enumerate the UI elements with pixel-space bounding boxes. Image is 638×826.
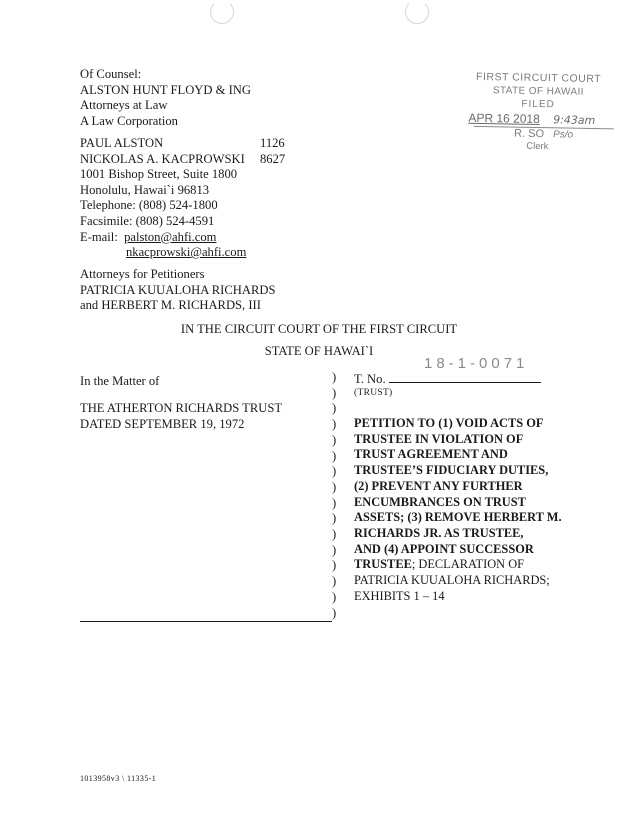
bracket: ) — [332, 589, 337, 604]
address-city: Honolulu, Hawai`i 96813 — [80, 182, 210, 197]
bracket: ) — [332, 495, 337, 510]
trust-name-line-2: DATED SEPTEMBER 19, 1972 — [80, 416, 245, 431]
petition-line: RICHARDS JR. AS TRUSTEE, — [354, 525, 524, 540]
bracket: ) — [332, 479, 337, 494]
petition-line-mixed — [354, 557, 584, 573]
address-street: 1001 Bishop Street, Suite 1800 — [80, 167, 238, 182]
punch-hole-left — [210, 0, 234, 24]
court-filing-stamp — [447, 70, 628, 153]
stamp-date-row — [442, 110, 622, 128]
counsel-label: Of Counsel: — [80, 67, 142, 81]
tno-type: (TRUST) — [354, 388, 393, 398]
tno-value: 18-1-0071 — [424, 355, 529, 372]
attorneys-for-block — [80, 267, 275, 314]
petition-line: AND (4) APPOINT SUCCESSOR — [354, 541, 534, 556]
bracket: ) — [332, 417, 337, 432]
tno-row — [354, 370, 541, 388]
court-name: IN THE CIRCUIT COURT OF THE FIRST CIRCUIT — [180, 322, 458, 336]
stamp-state: STATE OF HAWAII — [492, 85, 584, 98]
petition-title — [354, 416, 584, 604]
trust-name-line-1: THE ATHERTON RICHARDS TRUST — [80, 401, 283, 415]
bracket: ) — [332, 385, 337, 400]
caption-bracket-column — [332, 370, 342, 621]
contact-block — [80, 167, 246, 261]
petition-line: TRUST AGREEMENT AND — [354, 447, 508, 462]
document-id: 1013958v3 \ 11335-1 — [80, 774, 157, 783]
petitioner-2: and HERBERT M. RICHARDS, III — [80, 298, 261, 313]
stamp-clerk-label: Clerk — [526, 140, 549, 153]
stamp-time: 9:43am — [553, 113, 596, 128]
telephone: Telephone: (808) 524-1800 — [80, 198, 218, 213]
email-label: E-mail: — [80, 229, 118, 244]
matter-label: In the Matter of — [80, 374, 160, 388]
bracket: ) — [332, 527, 337, 542]
punch-hole-right — [405, 0, 429, 24]
facsimile: Facsimile: (808) 524-4591 — [80, 213, 215, 228]
bracket: ) — [332, 448, 337, 463]
firm-corporation: A Law Corporation — [80, 113, 178, 128]
bracket: ) — [332, 574, 337, 589]
attorneys-for-label: Attorneys for Petitioners — [80, 267, 205, 281]
stamp-date: APR 16 2018 — [468, 110, 540, 127]
email-link-1[interactable]: palston@ahfi.com — [124, 229, 217, 244]
email-row — [80, 230, 246, 246]
petition-line: ASSETS; (3) REMOVE HERBERT M. — [354, 510, 562, 525]
bracket: ) — [332, 542, 337, 557]
email-row-2 — [80, 245, 246, 261]
stamp-clerk-initials: R. SO — [513, 127, 545, 141]
bracket: ) — [332, 464, 337, 479]
bracket: ) — [332, 558, 337, 573]
petition-line: TRUSTEE’S FIDUCIARY DUTIES, — [354, 463, 549, 478]
counsel-block — [80, 67, 251, 129]
petition-line: TRUSTEE IN VIOLATION OF — [354, 431, 524, 446]
court-state: STATE OF HAWAI`I — [264, 344, 374, 358]
bracket: ) — [332, 370, 337, 384]
petition-line: PATRICIA KUUALOHA RICHARDS; — [354, 573, 550, 588]
bracket: ) — [332, 605, 337, 620]
stamp-court: FIRST CIRCUIT COURT — [475, 70, 602, 86]
attorney-bar-1: 1126 — [260, 136, 285, 150]
stamp-clerk-mark: Ps/o — [553, 129, 574, 141]
attorney-name-1: PAUL ALSTON — [80, 136, 164, 150]
email-link-2[interactable]: nkacprowski@ahfi.com — [126, 245, 247, 260]
petition-line: (2) PREVENT ANY FURTHER — [354, 478, 523, 493]
stamp-filed: FILED — [521, 98, 555, 111]
firm-name: ALSTON HUNT FLOYD & ING — [80, 82, 251, 97]
petition-line: EXHIBITS 1 – 14 — [354, 588, 445, 603]
bracket: ) — [332, 401, 337, 416]
petition-trustee-bold: TRUSTEE — [354, 557, 412, 572]
petition-line: ENCUMBRANCES ON TRUST — [354, 494, 526, 509]
petition-line: PETITION TO (1) VOID ACTS OF — [354, 416, 544, 430]
firm-subtitle: Attorneys at Law — [80, 98, 168, 113]
attorney-bar-2: 8627 — [260, 151, 286, 166]
bracket: ) — [332, 432, 337, 447]
caption-bottom-rule — [80, 621, 332, 622]
petition-declaration: ; DECLARATION OF — [411, 557, 525, 572]
petitioner-1: PATRICIA KUUALOHA RICHARDS — [80, 282, 276, 297]
bracket: ) — [332, 511, 337, 526]
tno-label: T. No. — [354, 372, 386, 386]
attorney-name-2: NICKOLAS A. KACPROWSKI — [80, 151, 245, 166]
